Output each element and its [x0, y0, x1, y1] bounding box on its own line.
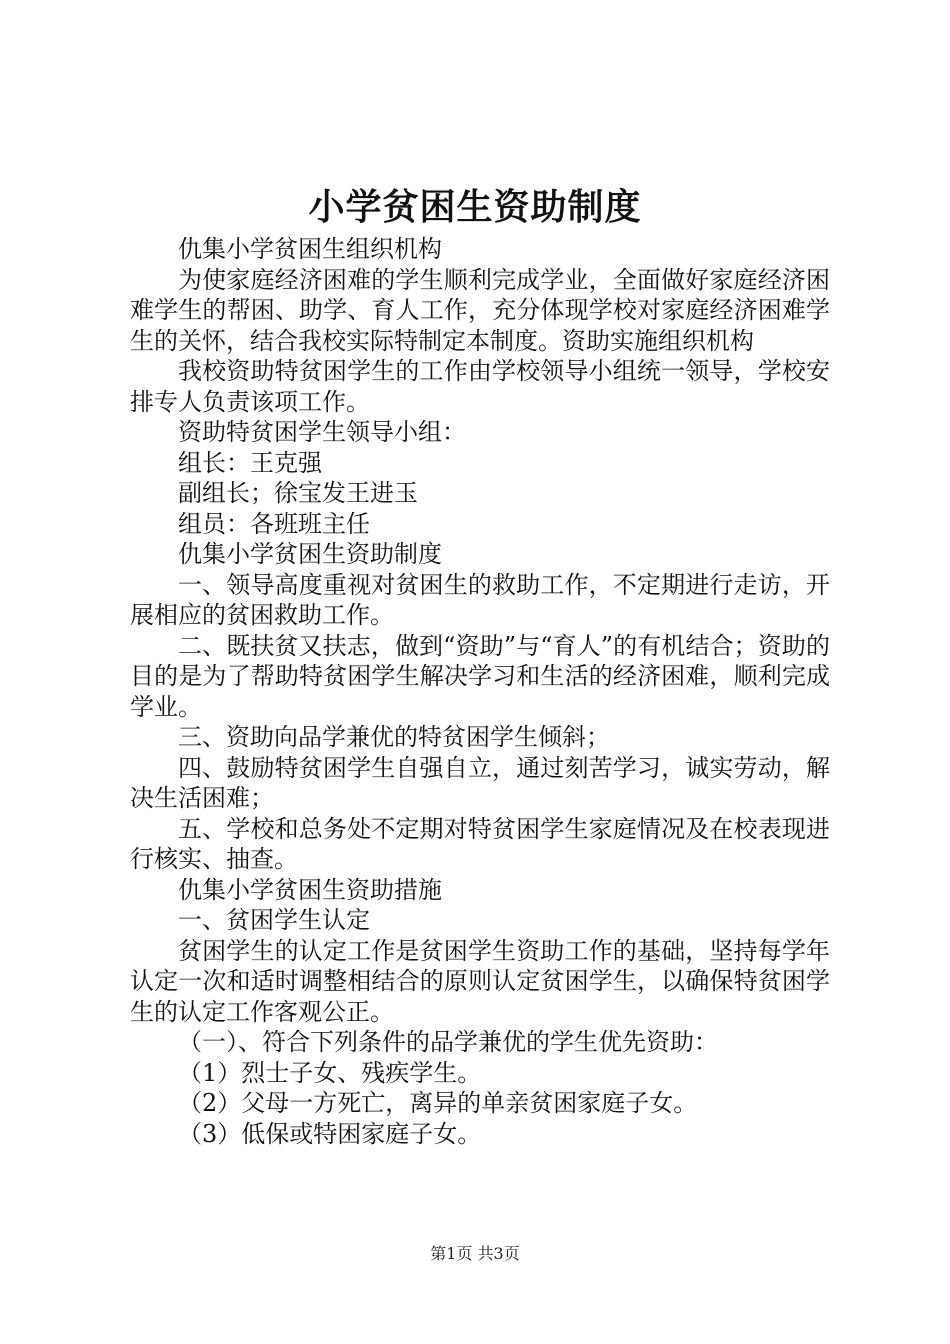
paragraph: 我校资助特贫困学生的工作由学校领导小组统一领导，学校安排专人负责该项工作。	[130, 357, 830, 416]
paragraph: 五、学校和总务处不定期对特贫困学生家庭情况及在校表现进行核实、抽查。	[130, 814, 830, 873]
paragraph: 为使家庭经济困难的学生顺利完成学业，全面做好家庭经济困难学生的帮困、助学、育人工作，充分体现学校对家庭经济困难学生的关怀，结合我校实际特制定本制度。资助实施组织机构	[130, 265, 830, 355]
paragraph: 组长：王克强	[178, 448, 322, 477]
paragraph: 副组长；徐宝发王进玉	[178, 479, 418, 507]
paragraph: 资助特贫困学生领导小组：	[178, 418, 466, 446]
page-title: 小学贫困生资助制度	[308, 186, 642, 228]
paragraph: 仇集小学贫困生组织机构	[178, 235, 442, 263]
paragraph: 仇集小学贫困生资助措施	[178, 875, 442, 904]
paragraph: 一、贫困学生认定	[178, 906, 370, 934]
paragraph: 三、资助向品学兼优的特贫困学生倾斜；	[178, 723, 610, 751]
paragraph: 二、既扶贫又扶志，做到“资助”与“育人”的有机结合；资助的目的是为了帮助特贫困学生解决学习和生活的经济困难，顺利完成学业。	[130, 631, 830, 721]
paragraph: 仇集小学贫困生资助制度	[178, 540, 442, 568]
page-footer: 第1页 共3页	[430, 1244, 520, 1263]
paragraph: （2）父母一方死亡，离异的单亲贫困家庭子女。	[178, 1089, 698, 1117]
paragraph: 一、领导高度重视对贫困生的救助工作，不定期进行走访，开展相应的贫困救助工作。	[130, 570, 830, 629]
document-body	[130, 234, 830, 1149]
paragraph: （一）、符合下列条件的品学兼优的学生优先资助：	[178, 1028, 718, 1056]
paragraph: 组员：各班班主任	[178, 509, 370, 538]
paragraph: 四、鼓励特贫困学生自强自立，通过刻苦学习，诚实劳动，解决生活困难；	[130, 753, 830, 812]
paragraph: （1）烈士子女、残疾学生。	[178, 1058, 482, 1087]
paragraph: （3）低保或特困家庭子女。	[178, 1119, 482, 1148]
paragraph: 贫困学生的认定工作是贫困学生资助工作的基础，坚持每学年认定一次和适时调整相结合的原则认定贫困学生，以确保特贫困学生的认定工作客观公正。	[130, 936, 830, 1026]
